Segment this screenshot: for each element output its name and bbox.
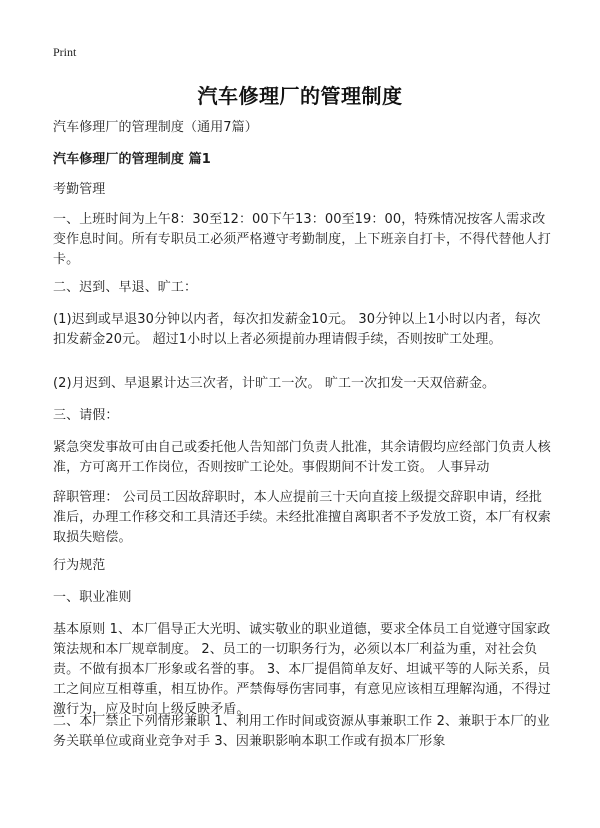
- paragraph-professional-heading: 一、职业准则: [53, 590, 132, 605]
- paragraph-leave-rule: 紧急突发事故可由自己或委托他人告知部门负责人批准，其余请假均应经部门负责人核准，方可离开工作岗位，否则按旷工论处。事假期间不计发工资。 人事异动: [53, 440, 551, 475]
- paragraph-work-hours: 一、上班时间为上午8：30至12：00下午13：00至19：00，特殊情况按客人需求改变作息时间。所有专职员工必须严格遵守考勤制度，上下班亲自打卡，不得代替他人打卡。: [53, 212, 551, 267]
- paragraph-conduct-heading: 行为规范: [53, 558, 106, 573]
- document-title: 汽车修理厂的管理制度: [197, 84, 403, 108]
- paragraph-leave-heading: 三、请假：: [53, 408, 119, 423]
- document-subtitle: 汽车修理厂的管理制度（通用7篇）: [53, 120, 258, 135]
- paragraph-late-absence-heading: 二、迟到、早退、旷工：: [53, 280, 198, 295]
- paragraph-moonlighting: 二、本厂禁止下列情形兼职 1、利用工作时间或资源从事兼职工作 2、兼职于本厂的业务关联单位或商业竞争对手 3、因兼职影响本职工作或有损本厂形象: [53, 714, 550, 749]
- section-heading: 汽车修理厂的管理制度 篇1: [53, 152, 211, 167]
- paragraph-late-rule-1: (1)迟到或早退30分钟以内者，每次扣发薪金10元。 30分钟以上1小时以内者，每次扣发薪金20元。 超过1小时以上者必须提前办理请假手续，否则按旷工处理。: [53, 312, 541, 347]
- print-label: Print: [53, 45, 77, 59]
- paragraph-resignation: 辞职管理： 公司员工因故辞职时，本人应提前三十天向直接上级提交辞职申请，经批准后，办理工作移交和工具清还手续。未经批准擅自离职者不予发放工资，本厂有权索取损失赔偿。: [53, 490, 551, 545]
- paragraph-basic-principles: 基本原则 1、本厂倡导正大光明、诚实敬业的职业道德，要求全体员工自觉遵守国家政策法规和本厂规章制度。 2、员工的一切职务行为，必须以本厂利益为重，对社会负责。不做有损本厂形象或名誉的事。 3、本厂提倡简单友好、坦诚平等的人际关系，员工之间应互相尊重，相互协作。严禁侮辱伤害同事，有意见应该相互理解沟通，不得过激行为，应及时向上级反映矛盾。: [53, 622, 551, 717]
- paragraph-attendance-heading: 考勤管理: [53, 182, 106, 197]
- paragraph-late-rule-2: (2)月迟到、早退累计达三次者，计旷工一次。 旷工一次扣发一天双倍薪金。: [53, 376, 496, 391]
